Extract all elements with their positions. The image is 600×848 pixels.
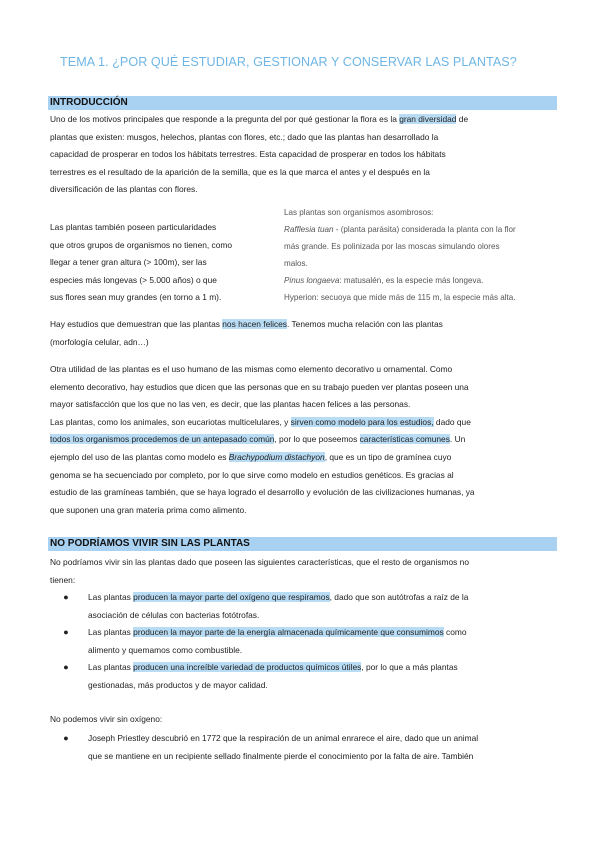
intro-paragraph-3: Hay estudios que demuestran que las plantas nos hacen felices. Tenemos mucha relación con las plantas (morfología celular, adn…) — [50, 319, 443, 347]
bullet-icon: ● — [63, 592, 69, 602]
priestley-list — [62, 730, 478, 765]
highlight: Brachypodium distachyon — [228, 451, 325, 462]
page-title: TEMA 1. ¿POR QUÉ ESTUDIAR, GESTIONAR Y CONSERVAR LAS PLANTAS? — [60, 55, 517, 69]
highlight: todos los organismos procedemos de un antepasado común — [50, 434, 275, 445]
intro-paragraph-2: Las plantas también poseen particularidades que otros grupos de organismos no tienen, como llegar a tener gran altura (> 100m), ser las especies más longevas (> 5.000 años) o que sus flores sean muy grandes (en torno a 1 m). — [50, 222, 233, 303]
bullet-icon: ● — [63, 662, 69, 673]
bullet-icon: ● — [63, 733, 69, 743]
list-item: ● Joseph Priestley descubrió en 1772 que la respiración de un animal enrarece el aire, dado que un animal que se mantiene en un recipiente sellado finalmente pierde el conocimiento por la falta de aire. También — [62, 730, 478, 765]
list-item: ● Las plantas producen una increíble variedad de productos químicos útiles, por lo que a más plantas gestionadas, más productos y de mayor calidad. — [62, 659, 468, 694]
highlight: producen la mayor parte de la energía almacenada químicamente que consumimos — [133, 627, 444, 638]
aside-note-amazing-plants: Las plantas son organismos asombrosos: Rafflesia tuan - (planta parásita) considerada la planta con la flor más grande. Es polinizada por las moscas simulando olores malos. Pinus longaeva: matusalén, es la especie más longeva. Hyperion: secuoya que mide más de 115 m, la especie más alta. — [284, 208, 516, 302]
section-heading-no-podriamos-vivir: NO PODRÍAMOS VIVIR SIN LAS PLANTAS — [48, 537, 557, 551]
intro-paragraph-4: Otra utilidad de las plantas es el uso humano de las mismas como elemento decorativo u ornamental. Como elemento decorativo, hay estudios que dicen que las personas que en su trabajo pueden ver plantas poseen una mayor satisfacción que los que no las ven, es decir, que las plantas hacen felices a las personas. Las plantas, como los animales, son eucariotas multicelulares, y sirven como modelo para los estudios, dado que todos los organismos procedemos de un antepasado común, por lo que poseemos características comunes. Un ejemplo del uso de las plantas como modelo es Brachypodium distachyon, que es un tipo de gramínea cuyo genoma se ha secuenciado por completo, por lo que sirve como modelo en estudios genéticos. Es gracias al estudio de las gramíneas también, que se haya logrado el desarrollo y evolución de las civilizaciones humanas, ya que suponen una gran materia prima como alimento. — [50, 364, 475, 515]
plant-benefits-list — [62, 589, 468, 695]
list-item: ● Las plantas producen la mayor parte de la energía almacenada químicamente que consumimos como alimento y quemamos como combustible. — [62, 624, 468, 659]
list-item: ● Las plantas producen la mayor parte del oxígeno que respiramos, dado que son autótrofas a raíz de la asociación de células con bacterias fotótrofas. — [62, 589, 468, 624]
highlight: sirven como modelo para los estudios, — [290, 416, 434, 427]
highlight: características comunes — [359, 434, 450, 445]
intro-paragraph-1: Uno de los motivos principales que responde a la pregunta del por qué gestionar la flora es la gran diversidad de plantas que existen: musgos, helechos, plantas con flores, etc.; dado que las plantas han desarrollado la capacidad de prosperar en todos los hábitats terrestres. Esta capacidad de prosperar en todos los hábitats terrestres es el resultado de la aparición de la semilla, que es la que marca el antes y el después en la diversificación de las plantas con flores. — [50, 114, 469, 195]
highlight: producen una increíble variedad de productos químicos útiles — [133, 662, 362, 673]
section-heading-introduccion: INTRODUCCIÓN — [48, 96, 557, 110]
oxygen-intro: No podemos vivir sin oxígeno: — [50, 714, 163, 724]
section2-intro: No podríamos vivir sin las plantas dado que poseen las siguientes características, que el resto de organismos no tienen: — [50, 557, 469, 585]
highlight: nos hacen felices — [222, 319, 287, 329]
highlight: producen la mayor parte del oxígeno que respiramos — [133, 592, 330, 602]
bullet-icon: ● — [63, 627, 69, 638]
highlight: gran diversidad — [399, 114, 457, 124]
